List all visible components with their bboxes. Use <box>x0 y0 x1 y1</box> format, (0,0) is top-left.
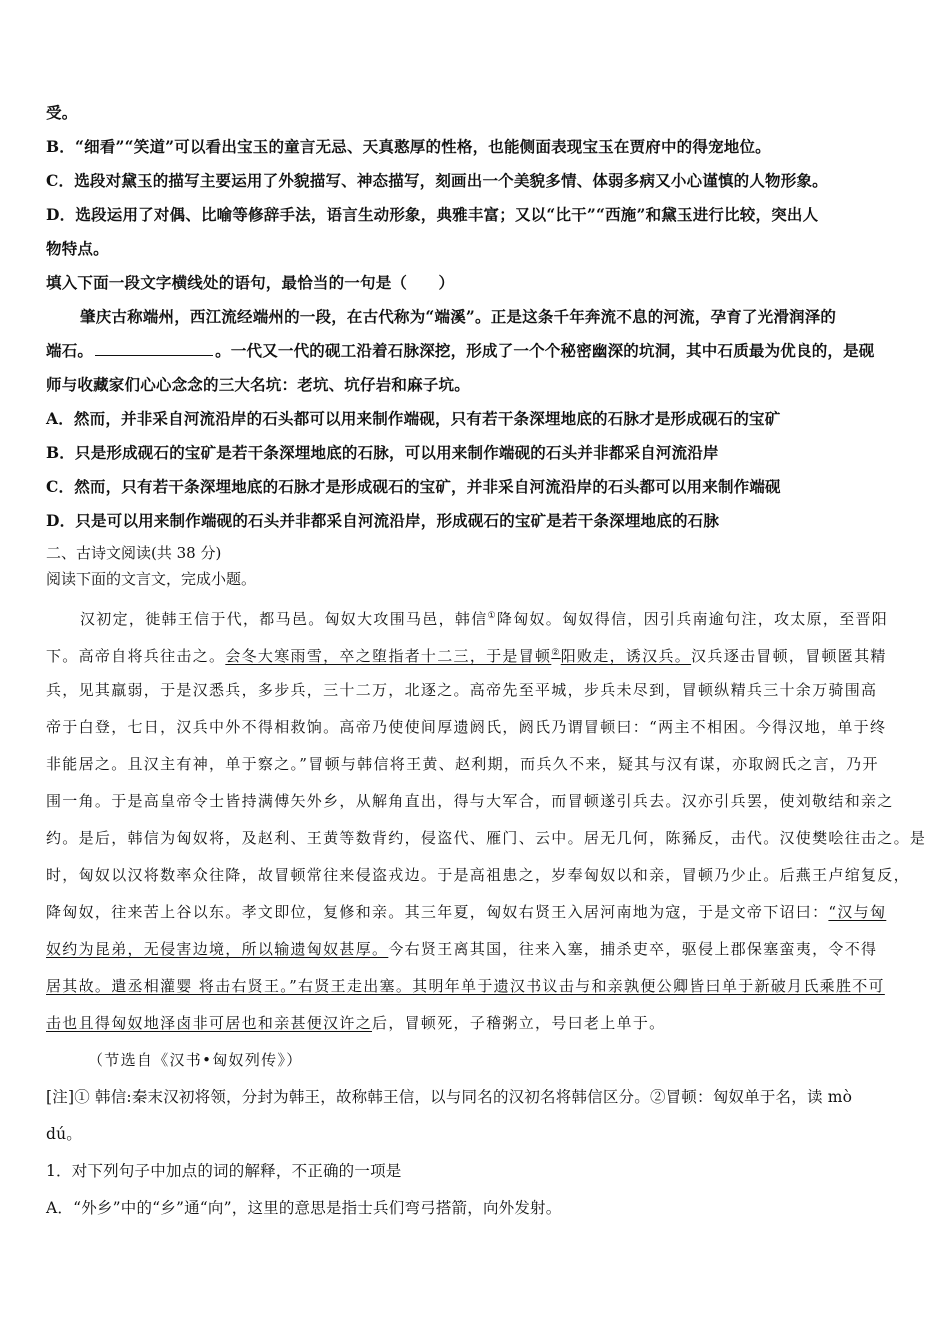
fill-option-a: A．然而，并非采自河流沿岸的石头都可以用来制作端砚，只有若干条深埋地底的石脉才是形成砚石的宝矿 <box>46 409 781 428</box>
document-page <box>46 96 927 1227</box>
classical-line-2b: 汉兵逐击冒顿，冒顿匿其精 <box>691 647 887 665</box>
fill-option-d: D．只是可以用来制作端砚的石头并非都采自河流沿岸，形成砚石的宝矿是若干条深埋地底的石脉 <box>46 511 720 530</box>
fill-blank <box>95 340 213 356</box>
fill-question-prompt: 填入下面一段文字横线处的语句，最恰当的一句是（ ） <box>46 273 455 292</box>
prev-option-d-line2: 物特点。 <box>46 239 109 258</box>
question-1-stem: 1．对下列句子中加点的词的解释，不正确的一项是 <box>46 1162 402 1180</box>
fill-passage-line2-end: 。一代又一代的砚工沿着石脉深挖，形成了一个个秘密幽深的坑洞，其中石质最为优良的，是砚 <box>215 341 875 360</box>
classical-line-1a: 汉初定，徙韩王信于代，都马邑。匈奴大攻围马邑，韩信 <box>80 610 488 628</box>
classical-line-5: 非能居之。且汉主有神，单于察之。”冒顿与韩信将王黄、赵利期，而兵久不来，疑其与汉有谋，亦取阏氏之言，乃开 <box>46 755 879 773</box>
fill-passage-line2-start: 端石。 <box>46 341 94 360</box>
fill-passage-line1: 肇庆古称端州，西江流经端州的一段，在古代称为“端溪”。正是这条千年奔流不息的河流，孕育了光滑润泽的 <box>80 307 837 326</box>
classical-line-10b: 今右贤王离其国，往来入塞，捕杀吏卒，驱侵上郡保塞蛮夷，令不得 <box>388 940 878 958</box>
question-1-option-a: A．“外乡”中的“乡”通“向”，这里的意思是指士兵们弯弓搭箭，向外发射。 <box>46 1199 562 1217</box>
classical-line-3: 兵，见其羸弱，于是汉悉兵，多步兵，三十二万，北逐之。高帝先至平城，步兵未尽到，冒顿纵精兵三十余万骑围高 <box>46 681 878 699</box>
classical-line-4: 帝于白登，七日，汉兵中外不得相救饷。高帝乃使使间厚遗阏氏，阏氏乃谓冒顿曰：“两主不相困。今得汉地，单于终 <box>46 718 887 736</box>
source-citation: （节选自《汉书•匈奴列传》） <box>88 1051 303 1069</box>
section-title: 二、古诗文阅读(共 38 分) <box>46 544 222 562</box>
classical-line-2 <box>46 635 908 672</box>
classical-line-12b: 后，冒顿死，子稽粥立，号曰老上单于。 <box>372 1014 666 1032</box>
classical-line-6: 围一角。于是高皇帝令士皆持满傅矢外乡，从解角直出，得与大军合，而冒顿遂引兵去。汉亦引兵罢，使刘敬结和亲之 <box>46 792 894 810</box>
prev-option-c: C．选段对黛玉的描写主要运用了外貌描写、神态描写，刻画出一个美貌多情、体弱多病又小心谨慎的人物形象。 <box>46 171 828 190</box>
classical-line-9 <box>46 894 908 931</box>
fill-passage-line2 <box>46 334 908 368</box>
classical-line-1b: 降匈奴。匈奴得信，因引兵南逾句注，攻太原，至晋阳 <box>496 610 889 628</box>
section-instruction: 阅读下面的文言文，完成小题。 <box>46 570 257 588</box>
classical-line-2a: 下。高帝自将兵往击之。 <box>46 647 226 665</box>
underlined-sentence-1a: 会冬大寒雨雪，卒之堕指者十二三，于是冒顿 <box>225 647 552 665</box>
prev-option-b: B．“细看”“笑道”可以看出宝玉的童言无忌、天真憨厚的性格，也能侧面表现宝玉在贾府中的得宠地位。 <box>46 137 771 156</box>
prev-option-d-line1: D．选段运用了对偶、比喻等修辞手法，语言生动形象，典雅丰富；又以“比干”“西施”和黛玉进行比较，突出人 <box>46 205 819 224</box>
classical-line-8: 时，匈奴以汉将数率众往降，故冒顿常往来侵盗戎边。于是高祖患之，岁奉匈奴以和亲，冒顿乃少止。后燕王卢绾复反， <box>46 866 910 884</box>
classical-line-12 <box>46 1005 908 1042</box>
annotation-line1: [注]① 韩信:秦末汉初将领，分封为韩王，故称韩王信，以与同名的汉初名将韩信区分。②冒顿：匈奴单于名，读 mò <box>46 1088 853 1106</box>
classical-line-9a: 降匈奴，往来苦上谷以东。孝文即位，复修和亲。其三年夏，匈奴右贤王入居河南地为寇，于是文帝下诏曰： <box>46 903 829 921</box>
classical-line-7: 约。是后，韩信为匈奴将，及赵利、王黄等数背约，侵盗代、雁门、云中。居无几何，陈豨反，击代。汉使樊哙往击之。是 <box>46 829 927 847</box>
classical-line-1 <box>46 598 908 635</box>
underlined-sentence-2a: “汉与匈 <box>828 903 887 921</box>
footnote-marker-1: ① <box>487 611 497 621</box>
classical-line-11: 居其故。遣丞相灌婴 将击右贤王。”右贤王走出塞。其明年单于遗汉书议击与和亲孰便公卿皆曰单于新破月氏乘胜不可 <box>46 977 885 995</box>
prev-question-tail: 受。 <box>46 103 78 122</box>
classical-line-10 <box>46 931 908 968</box>
annotation-line2: dú。 <box>46 1125 83 1143</box>
fill-option-c: C．然而，只有若干条深埋地底的石脉才是形成砚石的宝矿，并非采自河流沿岸的石头都可以用来制作端砚 <box>46 477 781 496</box>
unpunctuated-sentence: 击也且得匈奴地泽卤非可居也和亲甚便汉许之 <box>46 1014 373 1032</box>
footnote-marker-2: ② <box>551 648 561 658</box>
underlined-sentence-2b: 奴约为昆弟，无侵害边境，所以输遗匈奴甚厚。 <box>46 940 389 958</box>
fill-option-b: B．只是形成砚石的宝矿是若干条深埋地底的石脉，可以用来制作端砚的石头并非都采自河流沿岸 <box>46 443 719 462</box>
fill-passage-line3: 师与收藏家们心心念念的三大名坑：老坑、坑仔岩和麻子坑。 <box>46 375 470 394</box>
underlined-sentence-1b: 阳败走，诱汉兵。 <box>560 647 692 665</box>
